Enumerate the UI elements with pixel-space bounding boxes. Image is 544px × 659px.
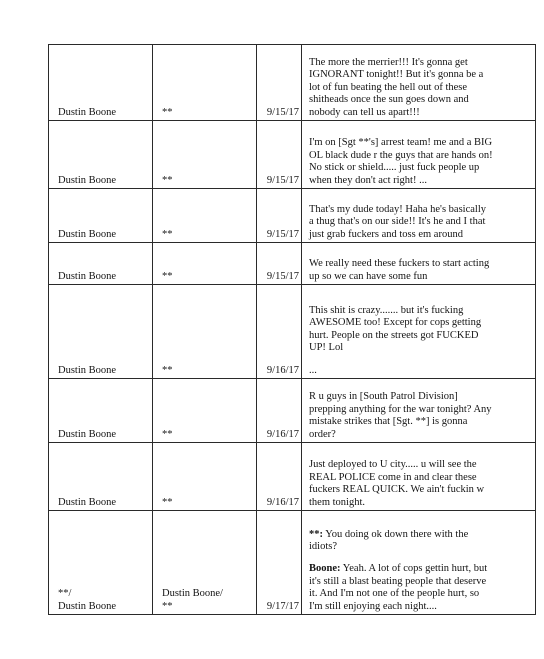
message-line: Just deployed to U city..... u will see the [309, 459, 477, 471]
speaker-label: **: [309, 528, 323, 540]
message-cell [302, 243, 536, 285]
message-cell [302, 285, 536, 379]
recipient-cell: ** [153, 121, 257, 189]
message-line: IGNORANT tonight!! But it's gonna be a [309, 69, 484, 81]
message-line: idiots? [309, 540, 337, 552]
sender-cell: Dustin Boone [49, 379, 153, 443]
message-line: nobody can tell us apart!!! [309, 106, 420, 118]
message-cell [302, 511, 536, 615]
table-row [49, 443, 536, 511]
message-log-body [49, 45, 536, 615]
message-line: OL black dude r the guys that are hands on! [309, 149, 493, 161]
date-cell: 9/15/17 [257, 45, 302, 121]
message-line: AWESOME too! Except for cops getting [309, 317, 482, 329]
message-line: ... [309, 364, 317, 376]
table-row [49, 45, 536, 121]
recipient-line: ** [162, 600, 173, 612]
sender-cell: Dustin Boone [49, 243, 153, 285]
recipient-cell: ** [153, 379, 257, 443]
message-line [309, 529, 531, 541]
recipient-cell: ** [153, 189, 257, 243]
table-row [49, 379, 536, 443]
message-cell [302, 121, 536, 189]
message-cell [302, 443, 536, 511]
sender-cell: Dustin Boone [49, 443, 153, 511]
message-line: fuckers REAL QUICK. We ain't fuckin w [309, 484, 485, 496]
sender-cell: Dustin Boone [49, 189, 153, 243]
sender-line: **/ [58, 588, 72, 600]
date-cell: 9/16/17 [257, 285, 302, 379]
table-row [49, 285, 536, 379]
message-line [309, 563, 531, 575]
message-line: The more the merrier!!! It's gonna get [309, 56, 468, 68]
date-cell: 9/15/17 [257, 189, 302, 243]
message-line: it. And I'm not one of the people hurt, so [309, 588, 480, 600]
message-line: REAL POLICE come in and clear these [309, 471, 477, 483]
sender-cell: Dustin Boone [49, 121, 153, 189]
table-row [49, 511, 536, 615]
message-text: You doing ok down there with the [323, 528, 469, 540]
date-cell: 9/17/17 [257, 511, 302, 615]
message-cell [302, 45, 536, 121]
message-line: lot of fun beating the hell out of these [309, 81, 468, 93]
message-line: I'm still enjoying each night.... [309, 600, 437, 612]
message-line: a thug that's on our side!! It's he and I that [309, 216, 486, 228]
table-row [49, 121, 536, 189]
message-line: mistake strikes that [Sgt. **] is gonna [309, 416, 468, 428]
message-line: That's my dude today! Haha he's basically [309, 203, 486, 215]
message-line: up so we can have some fun [309, 270, 428, 282]
message-line: We really need these fuckers to start acting [309, 258, 490, 270]
recipient-cell: ** [153, 45, 257, 121]
message-cell [302, 189, 536, 243]
message-line: R u guys in [South Patrol Division] [309, 391, 458, 403]
speaker-label: Boone: [309, 563, 341, 575]
message-line: prepping anything for the war tonight? Any [309, 403, 492, 415]
table-row [49, 189, 536, 243]
sender-line: Dustin Boone [58, 600, 117, 612]
message-line: hurt. People on the streets got FUCKED [309, 329, 479, 341]
date-cell: 9/15/17 [257, 243, 302, 285]
recipient-line: Dustin Boone/ [162, 588, 223, 600]
date-cell: 9/15/17 [257, 121, 302, 189]
recipient-cell: ** [153, 243, 257, 285]
sender-cell: Dustin Boone [49, 45, 153, 121]
message-line: shitheads once the sun goes down and [309, 94, 469, 106]
message-gap [309, 355, 531, 365]
message-line: it's still a blast beating people that deserve [309, 575, 487, 587]
sender-cell [49, 511, 153, 615]
message-line: I'm on [Sgt **'s] arrest team! me and a BIG [309, 137, 493, 149]
message-line: order? [309, 428, 336, 440]
date-cell: 9/16/17 [257, 443, 302, 511]
message-log-table [48, 44, 536, 615]
message-text: Yeah. A lot of cops gettin hurt, but [340, 563, 488, 575]
message-line: just grab fuckers and toss em around [309, 228, 463, 240]
message-line: them tonight. [309, 496, 365, 508]
message-line: UP! Lol [309, 342, 344, 354]
recipient-cell [153, 511, 257, 615]
message-line: when they don't act right! ... [309, 174, 427, 186]
message-gap [309, 553, 531, 563]
recipient-cell: ** [153, 443, 257, 511]
message-line: No stick or shield..... just fuck people up [309, 162, 480, 174]
message-cell [302, 379, 536, 443]
date-cell: 9/16/17 [257, 379, 302, 443]
table-row [49, 243, 536, 285]
message-line: This shit is crazy....... but it's fucking [309, 304, 464, 316]
recipient-cell: ** [153, 285, 257, 379]
sender-cell: Dustin Boone [49, 285, 153, 379]
